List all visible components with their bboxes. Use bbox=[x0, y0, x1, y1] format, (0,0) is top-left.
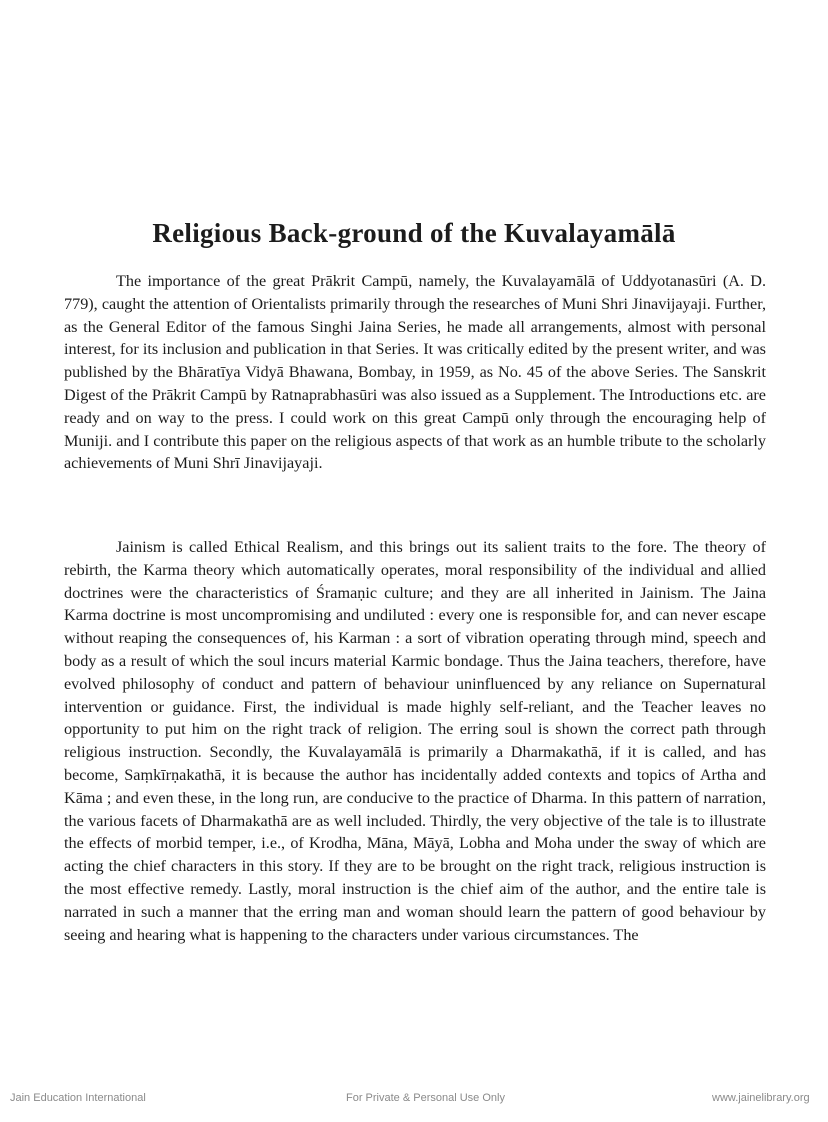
paragraph-jainism: Jainism is called Ethical Realism, and this brings out its salient traits to the fore. The theory of rebirth, the Karma theory which automatically operates, moral responsibility of the individual and allied doctrines were the characteristics of Śramaṇic culture; and they are all inherited in Jainism. The Jaina Karma doctrine is most uncompromising and undiluted : every one is responsible for, and can never escape without reaping the consequences of, his Karman : a sort of vibration operating through mind, speech and body as a result of which the soul incurs material Karmic bondage. Thus the Jaina teachers, therefore, have evolved philosophy of conduct and pattern of behaviour uninfluenced by any reliance on Supernatural intervention or guidance. First, the individual is made highly self-reliant, and the Teacher leaves no opportunity to put him on the right track of religion. The erring soul is shown the correct path through religious instruction. Secondly, the Kuvalayamālā is primarily a Dharmakathā, if it is called, and has become, Saṃkīrṇakathā, it is because the author has incidentally added contexts and topics of Artha and Kāma ; and even these, in the long run, are conducive to the practice of Dharma. In this pattern of narration, the various facets of Dharmakathā are as well included. Thirdly, the very objective of the tale is to illustrate the effects of morbid temper, i.e., of Krodha, Māna, Māyā, Lobha and Moha under the sway of which are acting the chief characters in this story. If they are to be brought on the right track, religious instruction is the most effective remedy. Lastly, moral instruction is the chief aim of the author, and the entire tale is narrated in such a manner that the erring man and woman should learn the pattern of good behaviour by seeing and hearing what is happening to the characters under various circumstances. The bbox=[64, 538, 766, 944]
footer-website-link[interactable]: www.jainelibrary.org bbox=[712, 1092, 810, 1104]
footer-publisher: Jain Education International bbox=[10, 1092, 146, 1104]
page-title: Religious Back-ground of the Kuvalayamālā bbox=[152, 218, 676, 248]
footer-usage-note: For Private & Personal Use Only bbox=[346, 1092, 505, 1104]
paragraph-introduction: The importance of the great Prākrit Campū, namely, the Kuvalayamālā of Uddyotanasūri (A. D. 779), caught the attention of Orientalists primarily through the researches of Muni Shri Jinavijayaji. Further, as the General Editor of the famous Singhi Jaina Series, he made all arrangements, almost with personal interest, for its inclusion and publication in that Series. It was critically edited by the present writer, and was published by the Bhāratīya Vidyā Bhawana, Bombay, in 1959, as No. 45 of the above Series. The Sanskrit Digest of the Prākrit Campū by Ratnaprabhasūri was also issued as a Supplement. The Introductions etc. are ready and on way to the press. I could work on this great Campū only through the encouraging help of Muniji. and I contribute this paper on the religious aspects of that work as an humble tribute to the scholarly achievements of Muni Shrī Jinavijayaji. bbox=[64, 272, 766, 473]
